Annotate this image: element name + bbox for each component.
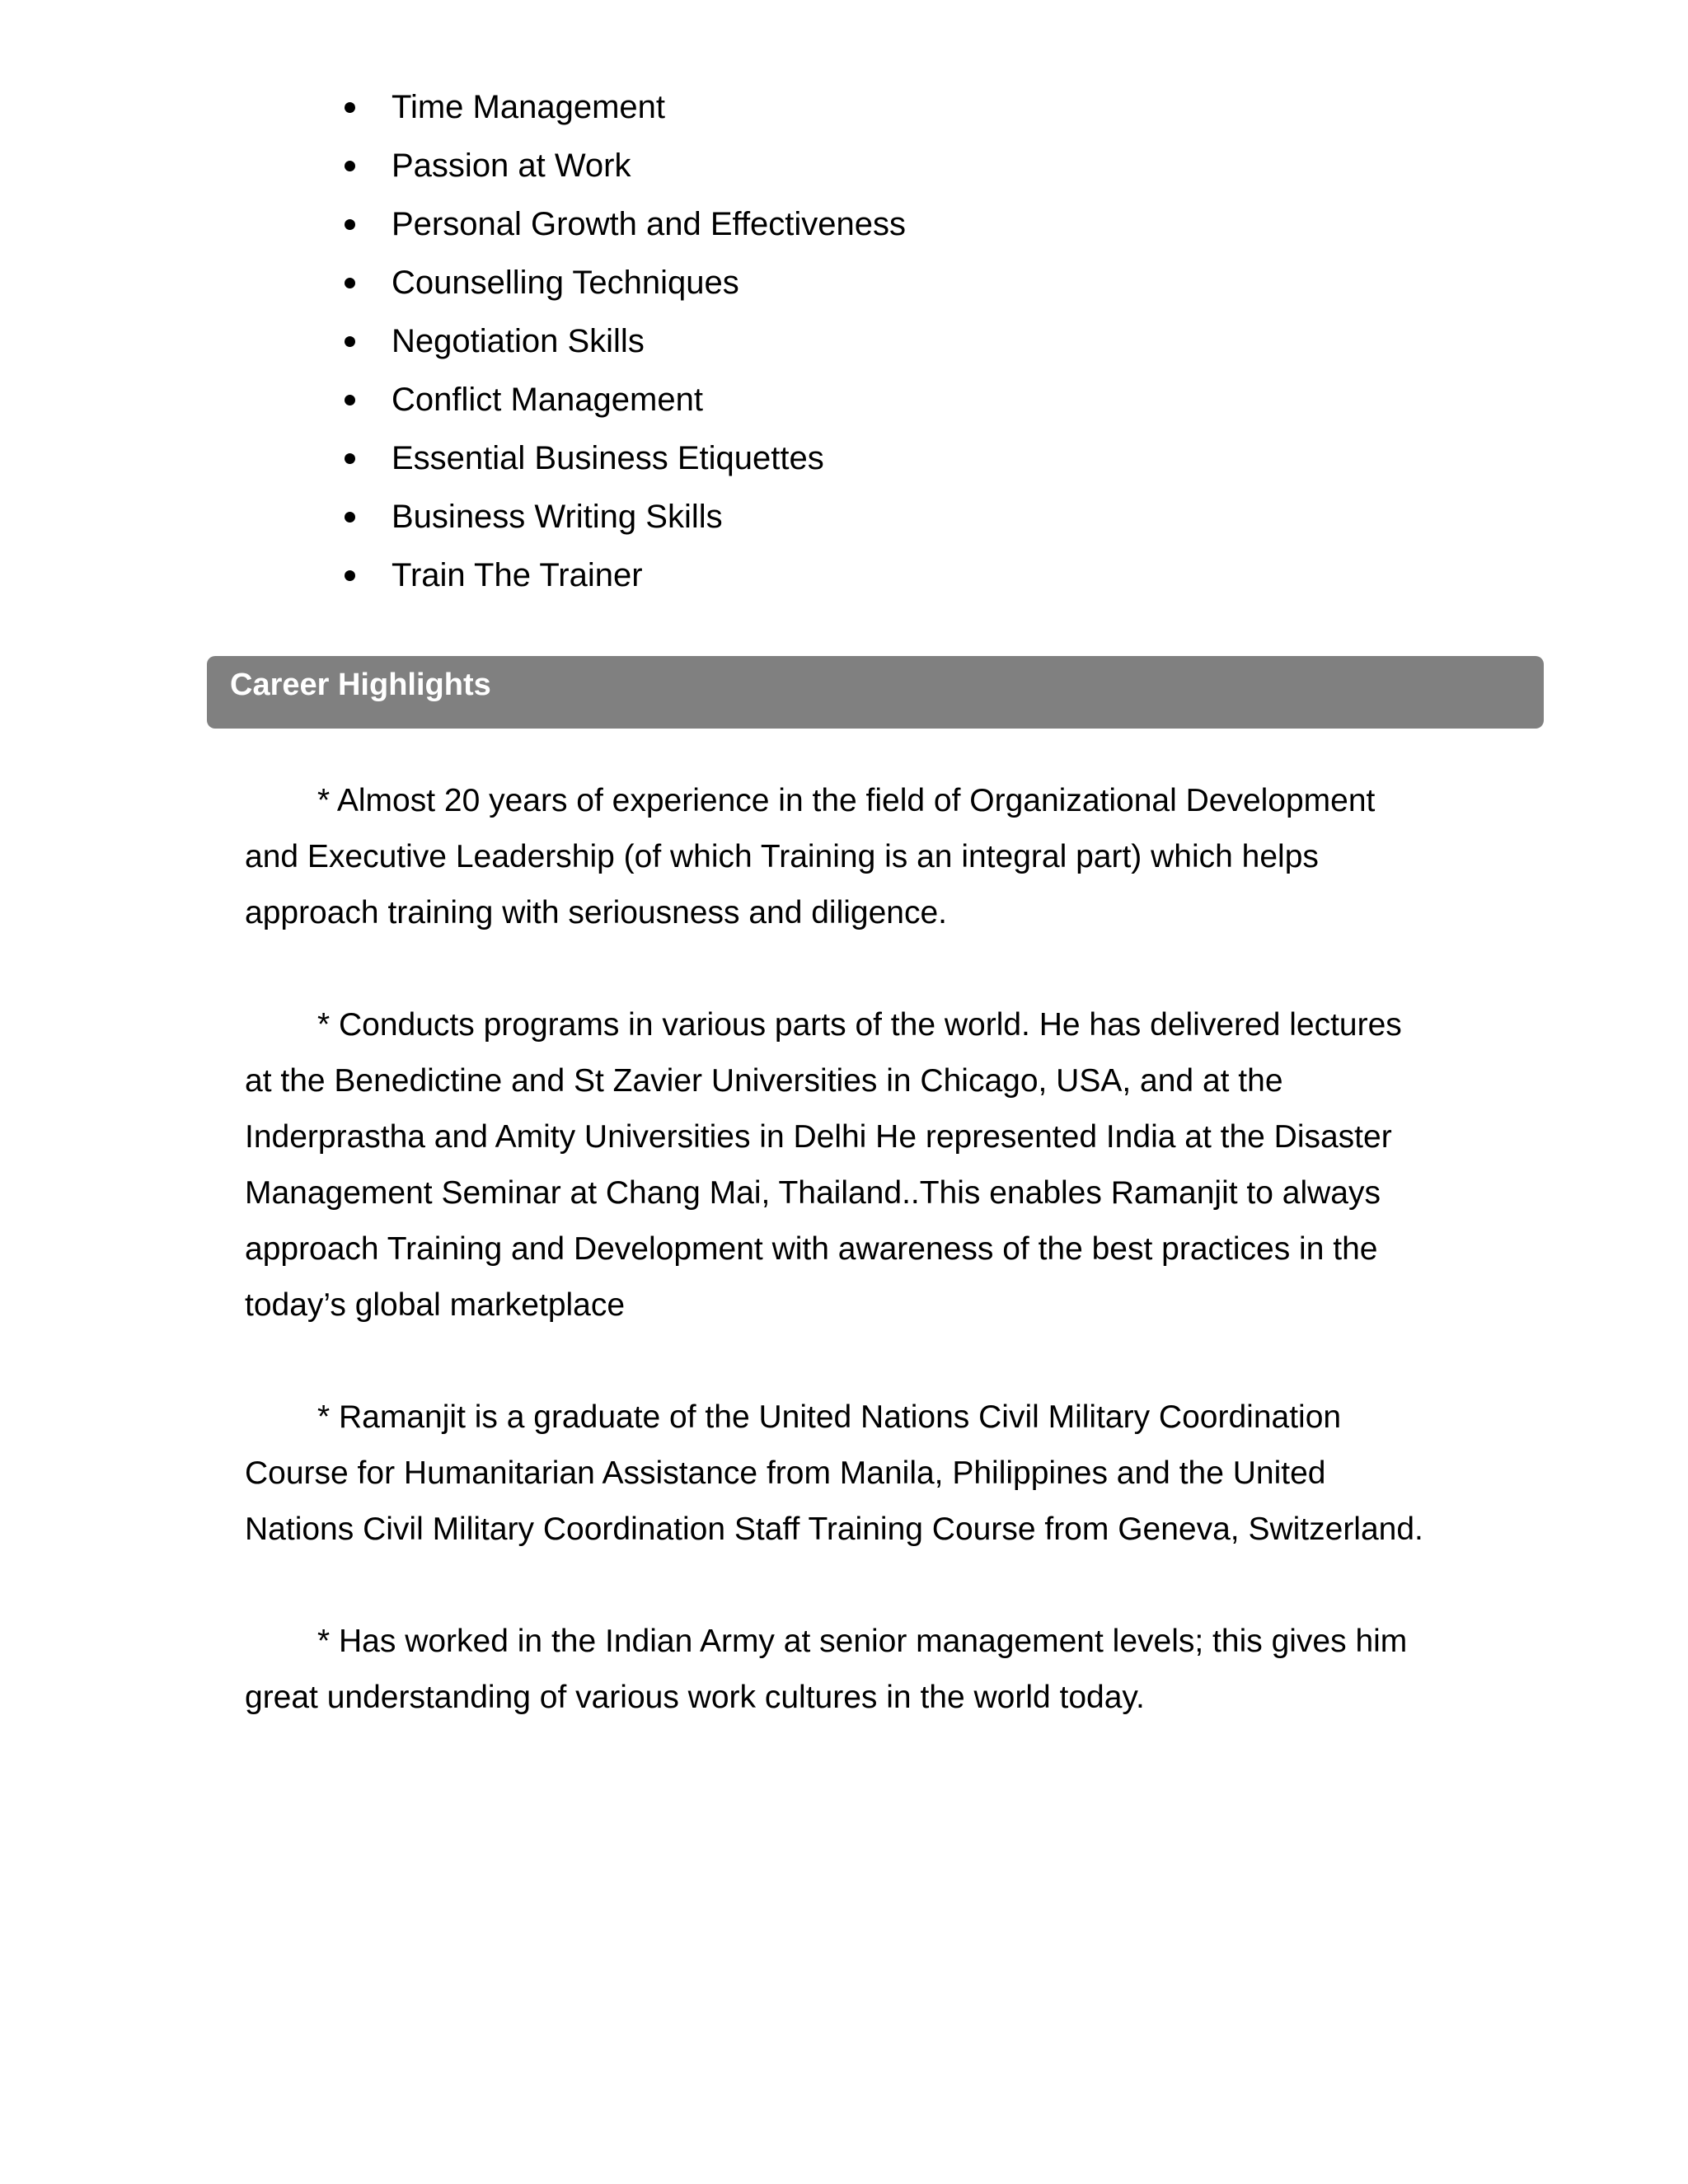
career-highlights-header — [207, 656, 1544, 729]
career-highlights-body — [245, 773, 1432, 1782]
list-item — [0, 551, 906, 609]
bullet-icon — [345, 102, 355, 113]
skill-label: Counselling Techniques — [392, 265, 739, 301]
bullet-icon — [345, 161, 355, 171]
highlight-paragraph: * Conducts programs in various parts of the world. He has delivered lectures at the Benedictine and St Zavier Universities in Chicago, USA, and at the Inderprastha and Amity Universities in Delhi He represented India at the Disaster Management Seminar at Chang Mai, Thailand..This enables Ramanjit to always approach Training and Development with awareness of the best practices in the today’s global marketplace — [245, 1007, 1402, 1323]
bullet-icon — [345, 278, 355, 288]
bullet-icon — [345, 219, 355, 230]
list-item — [0, 434, 906, 492]
list-item — [0, 82, 906, 141]
highlight-paragraph: * Ramanjit is a graduate of the United Nations Civil Military Coordination Course for Humanitarian Assistance from Manila, Philippines and the United Nations Civil Military Coordination Staff Training Course from Geneva, Switzerland. — [245, 1399, 1423, 1547]
bullet-icon — [345, 395, 355, 405]
skill-label: Essential Business Etiquettes — [392, 440, 824, 476]
skill-label: Negotiation Skills — [392, 323, 645, 359]
skill-label: Passion at Work — [392, 148, 631, 184]
skill-label: Conflict Management — [392, 382, 703, 418]
bullet-icon — [345, 453, 355, 464]
list-item — [0, 199, 906, 258]
highlight-paragraph: * Has worked in the Indian Army at senior management levels; this gives him great understanding of various work cultures in the world today. — [245, 1624, 1408, 1715]
bullet-icon — [345, 512, 355, 523]
list-item — [0, 375, 906, 434]
skill-label: Train The Trainer — [392, 557, 643, 593]
list-item — [0, 141, 906, 199]
skills-list — [0, 82, 906, 609]
section-title: Career Highlights — [230, 668, 491, 702]
list-item — [0, 316, 906, 375]
bullet-icon — [345, 336, 355, 347]
skill-label: Personal Growth and Effectiveness — [392, 206, 907, 242]
highlight-paragraph: * Almost 20 years of experience in the field of Organizational Development and Executive Leadership (of which Training is an integral part) which helps approach training with seriousness and diligence. — [245, 783, 1376, 930]
list-item — [0, 258, 906, 316]
skill-label: Time Management — [392, 89, 665, 125]
skill-label: Business Writing Skills — [392, 499, 723, 535]
bullet-icon — [345, 570, 355, 581]
list-item — [0, 492, 906, 551]
